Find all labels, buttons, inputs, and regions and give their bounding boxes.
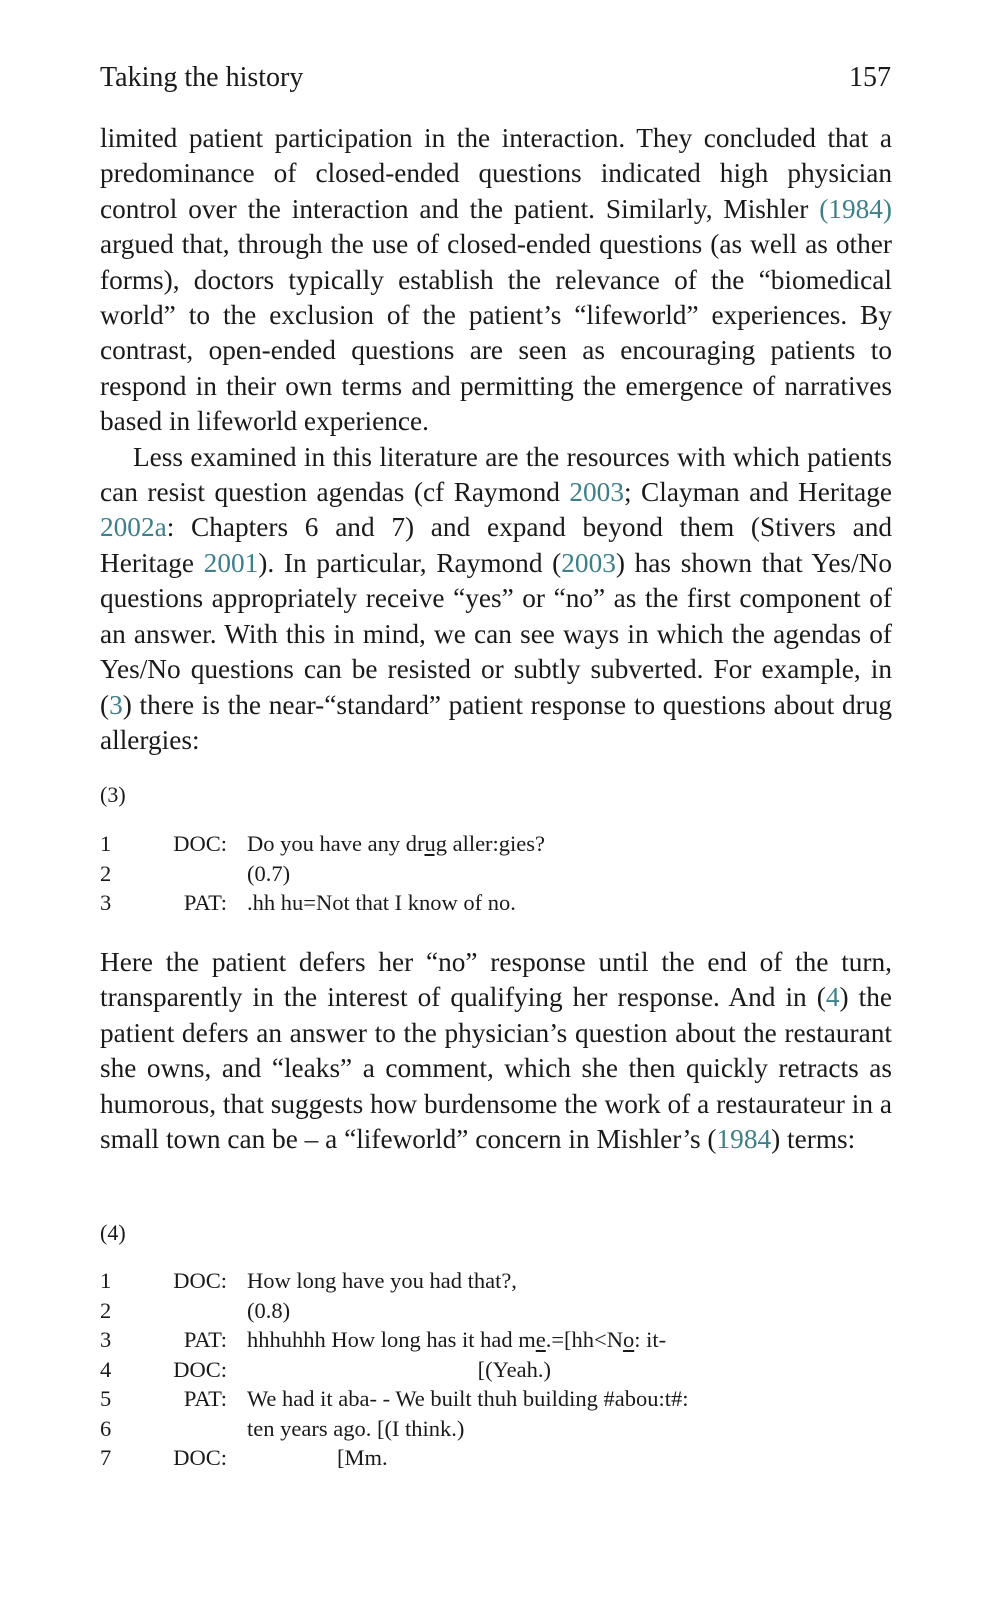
- utterance-text: .=[hh<N: [545, 1327, 623, 1352]
- example-3-label: (3): [100, 782, 126, 807]
- transcript-line: [100, 1443, 689, 1473]
- transcript-line: [100, 1266, 689, 1296]
- speaker-label: PAT:: [183, 1327, 227, 1352]
- speaker-label: DOC:: [173, 1445, 227, 1470]
- text-run: limited patient participation in the interaction. They concluded that a predominance of closed-ended questions indicated high physician control over the interaction and the patient. Similarly, Mishler: [100, 123, 892, 224]
- utterance-text: aller:gies?: [446, 831, 546, 856]
- line-number: 3: [100, 1327, 112, 1352]
- example-link[interactable]: 4: [825, 982, 840, 1013]
- line-number: 1: [100, 831, 112, 856]
- speaker-label: DOC:: [173, 1356, 227, 1382]
- utterance: How long have you had that?,: [247, 1268, 517, 1293]
- paragraph-3: [100, 945, 892, 1157]
- utterance: [(Yeah.): [247, 1356, 551, 1382]
- page-number: 157: [849, 62, 891, 93]
- utterance: .hh hu=Not that I know of no.: [247, 890, 516, 915]
- utterance-text: : it-: [634, 1327, 667, 1352]
- text-run: Here the patient defers her “no” response until the end of the turn, transparently in the interest of qualifying her response. And in (: [100, 947, 892, 1013]
- citation-link[interactable]: 2003: [561, 547, 616, 578]
- text-run: argued that, through the use of closed-ended questions (as well as other forms), doctors typically establish the relevance of the “biomedical world” to the exclusion of the patient’s “lifeworld” experiences. By contrast, open-ended questions are seen as encouraging patients to respond in their own terms and permitting the emergence of narratives based in lifeworld experience.: [100, 229, 892, 437]
- transcript-line: [100, 888, 545, 918]
- example-link[interactable]: 3: [109, 689, 123, 720]
- transcript-line: [100, 859, 545, 889]
- paragraph-2: [100, 440, 892, 759]
- transcript-line: [100, 829, 545, 859]
- example-4-label: (4): [100, 1220, 126, 1245]
- line-number: 5: [100, 1386, 112, 1411]
- transcript-line: [100, 1384, 689, 1414]
- line-number: 6: [100, 1415, 112, 1441]
- stress-mark: e: [535, 1327, 546, 1352]
- stress-mark: o: [622, 1327, 635, 1352]
- text-run: : Chapters 6 and 7) and expand beyond them (Stivers and Heritage: [100, 512, 892, 578]
- transcript-line: [100, 1325, 689, 1355]
- citation-link[interactable]: (1984): [819, 193, 892, 224]
- utterance: We had it aba- - We built thuh building #abou:t#:: [247, 1386, 689, 1411]
- line-number: 3: [100, 890, 112, 915]
- citation-link[interactable]: 2003: [569, 477, 624, 508]
- citation-link[interactable]: 1984: [716, 1124, 772, 1155]
- speaker-label: DOC:: [173, 831, 227, 856]
- citation-link[interactable]: 2001: [203, 547, 259, 578]
- utterance: [Mm.: [247, 1445, 388, 1470]
- text-run: ) has shown that Yes/No questions appropriately receive “yes” or “no” as the first component of an answer. With this in mind, we can see ways in which the agendas of Yes/No questions can be resisted or subtly subverted. For example, in (: [100, 547, 892, 720]
- paragraph-1: [100, 121, 892, 440]
- line-number: 4: [100, 1356, 112, 1382]
- utterance: [247, 829, 545, 859]
- text-run: ) terms:: [771, 1124, 856, 1155]
- utterance: (0.8): [247, 1297, 291, 1323]
- line-number: 2: [100, 1297, 112, 1323]
- transcript-line: [100, 1296, 689, 1326]
- utterance-text: Do you have any dr: [247, 831, 425, 856]
- text-run: Less examined in this literature are the resources with which patients can resist question agendas (cf Raymond: [100, 441, 892, 508]
- body-text-2: [100, 945, 892, 1157]
- text-run: ; Clayman and Heritage: [623, 477, 892, 508]
- utterance: (0.7): [247, 860, 291, 886]
- transcript-line: [100, 1355, 689, 1385]
- running-header: [100, 62, 891, 94]
- transcript-line: [100, 1414, 689, 1444]
- speaker-label: [144, 1296, 247, 1326]
- example-3-transcript: [100, 829, 545, 918]
- speaker-label: [144, 859, 247, 889]
- line-number: 1: [100, 1268, 112, 1293]
- speaker-label: PAT:: [183, 890, 227, 915]
- running-title: Taking the history: [100, 62, 304, 93]
- stress-mark: ug: [424, 831, 447, 856]
- example-4-transcript: [100, 1266, 689, 1473]
- text-run: ) there is the near-“standard” patient response to questions about drug allergies:: [100, 689, 892, 755]
- speaker-label: DOC:: [173, 1268, 227, 1293]
- citation-link[interactable]: 2002a: [100, 512, 167, 543]
- utterance-text: hhhuhhh How long has it had m: [247, 1327, 536, 1352]
- text-run: ) the patient defers an answer to the physician’s question about the restaurant she owns, and “leaks” a comment, which she then quickly retracts as humorous, that suggests how burdensome the work of a restaurateur in a small town can be – a “lifeworld” concern in Mishler’s (: [100, 982, 893, 1155]
- speaker-label: PAT:: [183, 1386, 227, 1411]
- body-text-1: [100, 121, 892, 758]
- utterance: [247, 1325, 666, 1355]
- line-number: 7: [100, 1445, 112, 1470]
- speaker-label: [144, 1414, 247, 1444]
- line-number: 2: [100, 860, 112, 886]
- text-run: ). In particular, Raymond (: [258, 547, 562, 578]
- utterance: ten years ago. [(I think.): [247, 1415, 465, 1441]
